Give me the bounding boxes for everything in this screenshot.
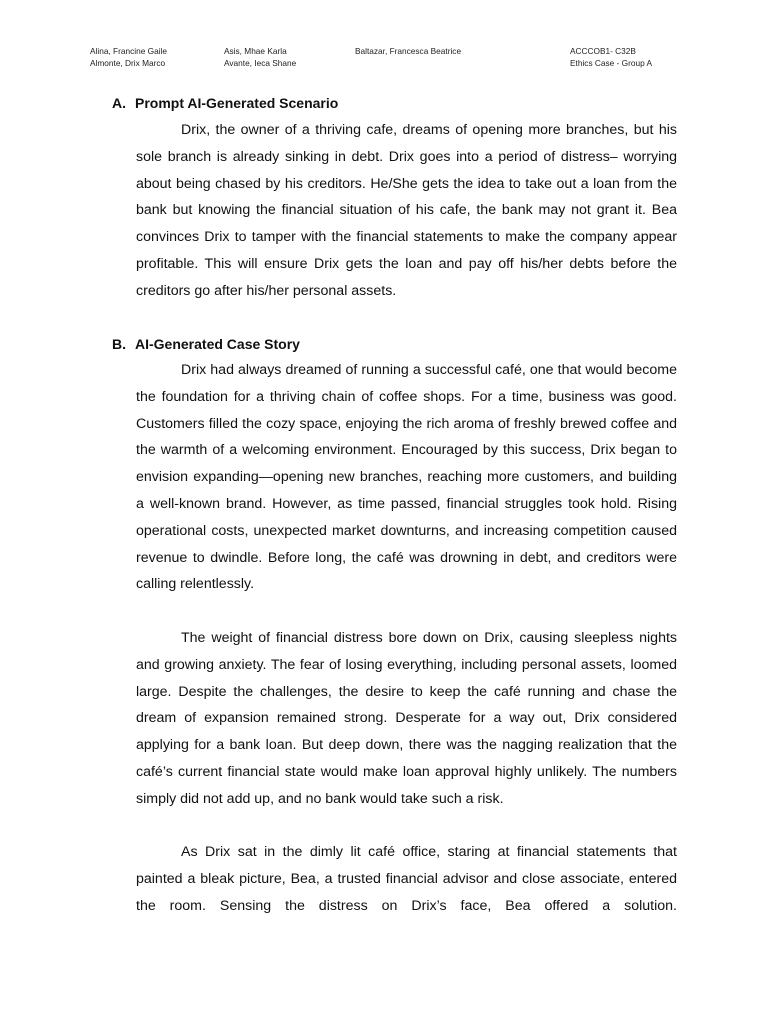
story-paragraph-1: Drix had always dreamed of running a successful café, one that would become the foundation for a thriving chain of coffee shops. For a time, business was good. Customers filled the cozy space, enjoying the rich aroma of freshly brewed coffee and the warmth of a welcoming environment. Encouraged by this success, Drix began to envision expanding—opening new branches, reaching more customers, and building a well-known brand. However, as time passed, financial struggles took hold. Rising operational costs, unexpected market downturns, and increasing competition caused revenue to dwindle. Before long, the café was drowning in debt, and creditors were calling relentlessly. [136,362,677,593]
course-code: ACCCOB1- C32B [570,46,636,56]
header-names-col-2 [224,45,296,69]
header-names-col-3 [355,45,461,57]
header-names-col-1 [90,45,167,69]
header-name: Almonte, Drix Marco [90,58,166,68]
scenario-paragraph: Drix, the owner of a thriving cafe, dreams of opening more branches, but his sole branch is already sinking in debt. Drix goes into a period of distress– worrying about being chased by his creditors. He/She gets the idea to take out a loan from the bank but knowing the financial situation of his cafe, the bank may not grant it. Bea convinces Drix to tamper with the financial statements to make the company appear profitable. This will ensure Drix gets the loan and pay off his/her debts before the creditors go after his/her personal assets. [136,122,677,299]
header-name: Avante, Ieca Shane [224,58,297,68]
header-course-info [570,45,652,69]
section-title: Prompt AI-Generated Scenario [135,95,339,111]
section-letter: A. [112,95,126,111]
header-name: Baltazar, Francesca Beatrice [355,46,462,56]
case-group: Ethics Case - Group A [570,58,653,68]
section-heading-b [112,335,300,353]
section-heading-a [112,94,338,112]
story-paragraph-3: As Drix sat in the dimly lit café office, staring at financial statements that painted a bleak picture, Bea, a trusted financial advisor and close associate, entered the room. Sensing the distress on Drix’s face, Bea offered a solution. [136,844,677,914]
header-name: Alina, Francine Gaile [90,46,168,56]
story-paragraph-2: The weight of financial distress bore down on Drix, causing sleepless nights and growing anxiety. The fear of losing everything, including personal assets, loomed large. Despite the challenges, the desire to keep the café running and chase the dream of expansion remained strong. Desperate for a way out, Drix considered applying for a bank loan. But deep down, there was the nagging realization that the café’s current financial state would make loan approval highly unlikely. The numbers simply did not add up, and no bank would take such a risk. [136,630,677,807]
header-name: Asis, Mhae Karla [224,46,287,56]
section-title: AI-Generated Case Story [135,336,300,352]
section-letter: B. [112,336,126,352]
